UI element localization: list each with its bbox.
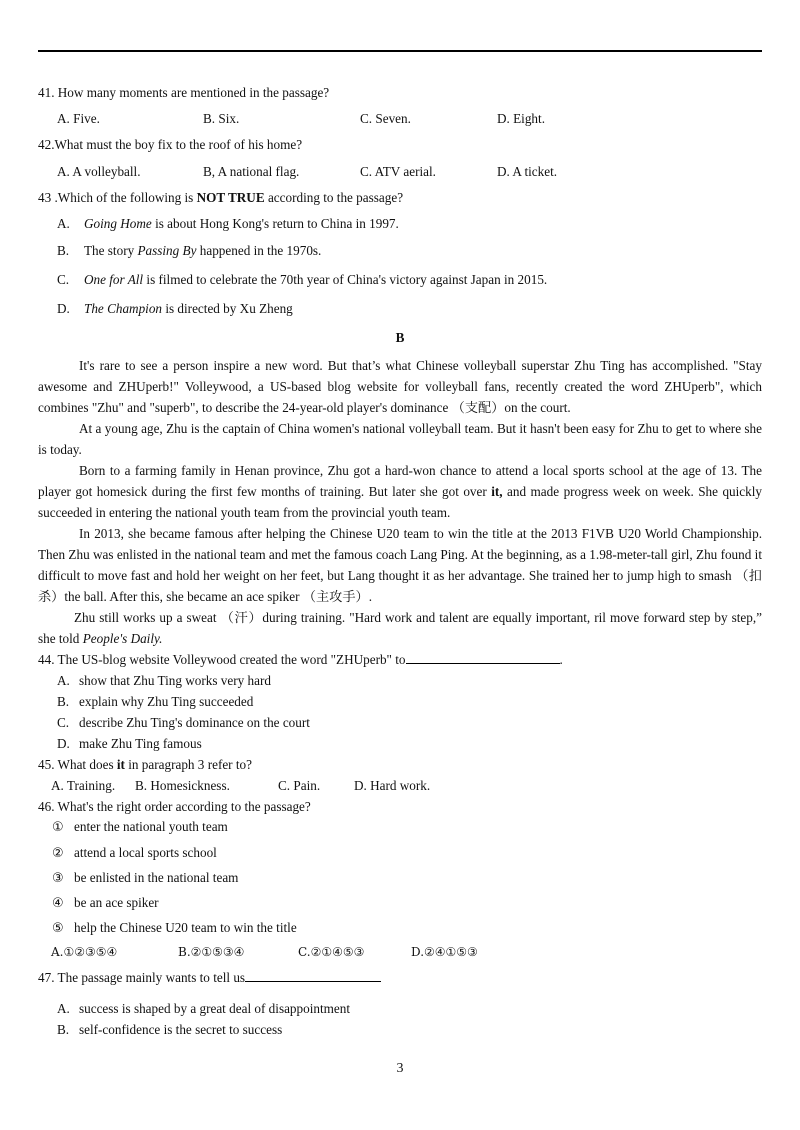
paragraph-text: Zhu still works up a sweat （汗）during training. "Hard work and talent are equally important, ril move forward step by step,” she told bbox=[38, 610, 762, 646]
option-text: happened in the 1970s. bbox=[196, 243, 322, 258]
q41-stem: 41. How many moments are mentioned in the passage? bbox=[38, 85, 330, 100]
q42-option-a: A. A volleyball. bbox=[57, 164, 141, 179]
option-text: describe Zhu Ting's dominance on the court bbox=[79, 715, 310, 730]
paragraph-text: and made progress week on week. She quickly succeeded in entering the national youth team from the provincial youth team. bbox=[38, 484, 763, 520]
item-text: enter the national youth team bbox=[74, 819, 228, 834]
q44-stem-text: 44. The US-blog website Volleywood created the word "ZHUperb" to bbox=[38, 652, 406, 667]
paragraph-text: Born to a farming family in Henan province, Zhu got a hard-won chance to attend a local sports school at the age of 13. The player got homesick during the first few months of training. But later she got over bbox=[38, 463, 762, 499]
q42-option-d: D. A ticket. bbox=[497, 164, 558, 179]
circled-number: ② bbox=[52, 846, 64, 861]
option-letter: A. bbox=[57, 1001, 70, 1016]
q47-stem bbox=[38, 969, 381, 987]
q45-option-c: C. Pain. bbox=[278, 778, 321, 793]
q43-stem-pre: 43 .Which of the following is bbox=[38, 190, 197, 205]
option-text: make Zhu Ting famous bbox=[79, 736, 202, 751]
q43-stem-emphasis: NOT TRUE bbox=[196, 190, 265, 205]
option-letter: B. bbox=[57, 694, 70, 709]
circled-number: ③ bbox=[52, 871, 64, 886]
option-text: The story bbox=[84, 243, 138, 258]
paragraph-emphasis: it, bbox=[491, 484, 503, 499]
q45-stem-pre: 45. What does bbox=[38, 757, 117, 772]
passage-paragraph-1: It's rare to see a person inspire a new word. But that’s what Chinese volleyball superstar Zhu Ting has accomplished. "Stay awesome and ZHUperb!" Volleywood, a US-based blog website for volleyball fans, recently created the word ZHUperb", which combines "Zhu" and "superb", to describe the 24-year-old player's dominance （支配）on the court. bbox=[38, 358, 762, 415]
passage-paragraph-4: In 2013, she became famous after helping the Chinese U20 team to win the title at the 2013 F1VB U20 World Championship. Then Zhu was enlisted in the national team and met the famous coach Lang Ping. At the beginning, as a 1.98-meter-tall girl, Zhu found it difficult to move fast and hold her weight on her feet, but Lang thought it as her advantage. She trained her to jump high to smash （扣杀）the ball. After this, she became an ace spiker （主攻手）. bbox=[38, 526, 762, 604]
section-heading: B bbox=[395, 330, 405, 345]
answer-blank bbox=[406, 651, 560, 664]
option-letter: D. bbox=[57, 301, 70, 316]
q42-option-c: C. ATV aerial. bbox=[360, 164, 436, 179]
q44-stem bbox=[38, 651, 563, 669]
q41-option-d: D. Eight. bbox=[497, 111, 545, 126]
q42-option-b: B, A national flag. bbox=[203, 164, 300, 179]
q41-option-b: B. Six. bbox=[203, 111, 240, 126]
q44-option-c bbox=[57, 714, 310, 732]
q44-option-d bbox=[57, 735, 202, 753]
q41-option-a: A. Five. bbox=[57, 111, 100, 126]
circled-number: ① bbox=[52, 820, 64, 835]
item-text: help the Chinese U20 team to win the title bbox=[74, 920, 297, 935]
q46-option-c: C.②①④⑤③ bbox=[298, 945, 365, 959]
film-title: Going Home bbox=[84, 216, 152, 231]
film-title: One for All bbox=[84, 272, 144, 287]
q46-option-b: B.②①⑤③④ bbox=[178, 945, 245, 959]
q45-stem bbox=[38, 756, 252, 774]
q43-stem-post: according to the passage? bbox=[264, 190, 404, 205]
option-letter: B. bbox=[57, 243, 70, 258]
q42-stem: 42.What must the boy fix to the roof of his home? bbox=[38, 137, 303, 152]
q43-stem bbox=[38, 189, 403, 207]
option-letter: C. bbox=[57, 715, 70, 730]
option-letter: A. bbox=[57, 216, 70, 231]
q45-stem-post: in paragraph 3 refer to? bbox=[124, 757, 252, 772]
passage-paragraph-5 bbox=[38, 607, 762, 649]
q46-item-3 bbox=[52, 869, 238, 888]
option-text: is about Hong Kong's return to China in 1997. bbox=[151, 216, 399, 231]
item-text: attend a local sports school bbox=[74, 845, 217, 860]
option-letter: C. bbox=[57, 272, 70, 287]
option-text: is directed by Xu Zheng bbox=[162, 301, 293, 316]
option-text: explain why Zhu Ting succeeded bbox=[79, 694, 254, 709]
option-letter: B. bbox=[57, 1022, 70, 1037]
q46-item-1 bbox=[52, 818, 228, 837]
q43-option-c bbox=[57, 271, 547, 289]
q44-option-b bbox=[57, 693, 253, 711]
option-letter: D. bbox=[57, 736, 70, 751]
circled-number: ④ bbox=[52, 896, 64, 911]
q45-stem-emphasis: it bbox=[116, 757, 125, 772]
newspaper-name: People's Daily. bbox=[82, 631, 163, 646]
q46-option-d: D.②④①⑤③ bbox=[411, 945, 478, 959]
header-rule bbox=[38, 50, 762, 52]
item-text: be an ace spiker bbox=[74, 895, 159, 910]
q47-option-a bbox=[57, 1000, 350, 1018]
circled-number: ⑤ bbox=[52, 921, 64, 936]
q46-stem: 46. What's the right order according to the passage? bbox=[38, 799, 311, 814]
q47-option-b bbox=[57, 1021, 282, 1039]
option-text: self-confidence is the secret to success bbox=[79, 1022, 283, 1037]
option-letter: A. bbox=[57, 673, 70, 688]
q43-option-d bbox=[57, 300, 293, 318]
film-title: The Champion bbox=[84, 301, 163, 316]
q44-option-a bbox=[57, 672, 271, 690]
q47-stem-text: 47. The passage mainly wants to tell us bbox=[38, 970, 246, 985]
option-text: is filmed to celebrate the 70th year of China's victory against Japan in 2015. bbox=[143, 272, 548, 287]
passage-paragraph-3 bbox=[38, 460, 762, 523]
item-text: be enlisted in the national team bbox=[74, 870, 239, 885]
q44-stem-end: . bbox=[559, 652, 563, 667]
q43-option-b bbox=[57, 242, 321, 260]
answer-blank bbox=[245, 969, 381, 982]
q45-option-a: A. Training. bbox=[51, 778, 116, 793]
q46-item-4 bbox=[52, 894, 159, 913]
option-text: success is shaped by a great deal of disappointment bbox=[79, 1001, 351, 1016]
option-text: show that Zhu Ting works very hard bbox=[79, 673, 271, 688]
q41-option-c: C. Seven. bbox=[360, 111, 411, 126]
q43-option-a bbox=[57, 215, 399, 233]
q45-option-b: B. Homesickness. bbox=[135, 778, 230, 793]
q46-option-a: A.①②③⑤④ bbox=[51, 945, 118, 959]
passage-paragraph-2: At a young age, Zhu is the captain of China women's national volleyball team. But it hasn't been easy for Zhu to get to where she is today. bbox=[38, 421, 762, 457]
q45-option-d: D. Hard work. bbox=[354, 778, 431, 793]
q46-item-5 bbox=[52, 919, 297, 938]
page-number: 3 bbox=[396, 1061, 404, 1076]
q46-item-2 bbox=[52, 844, 217, 863]
film-title: Passing By bbox=[137, 243, 197, 258]
